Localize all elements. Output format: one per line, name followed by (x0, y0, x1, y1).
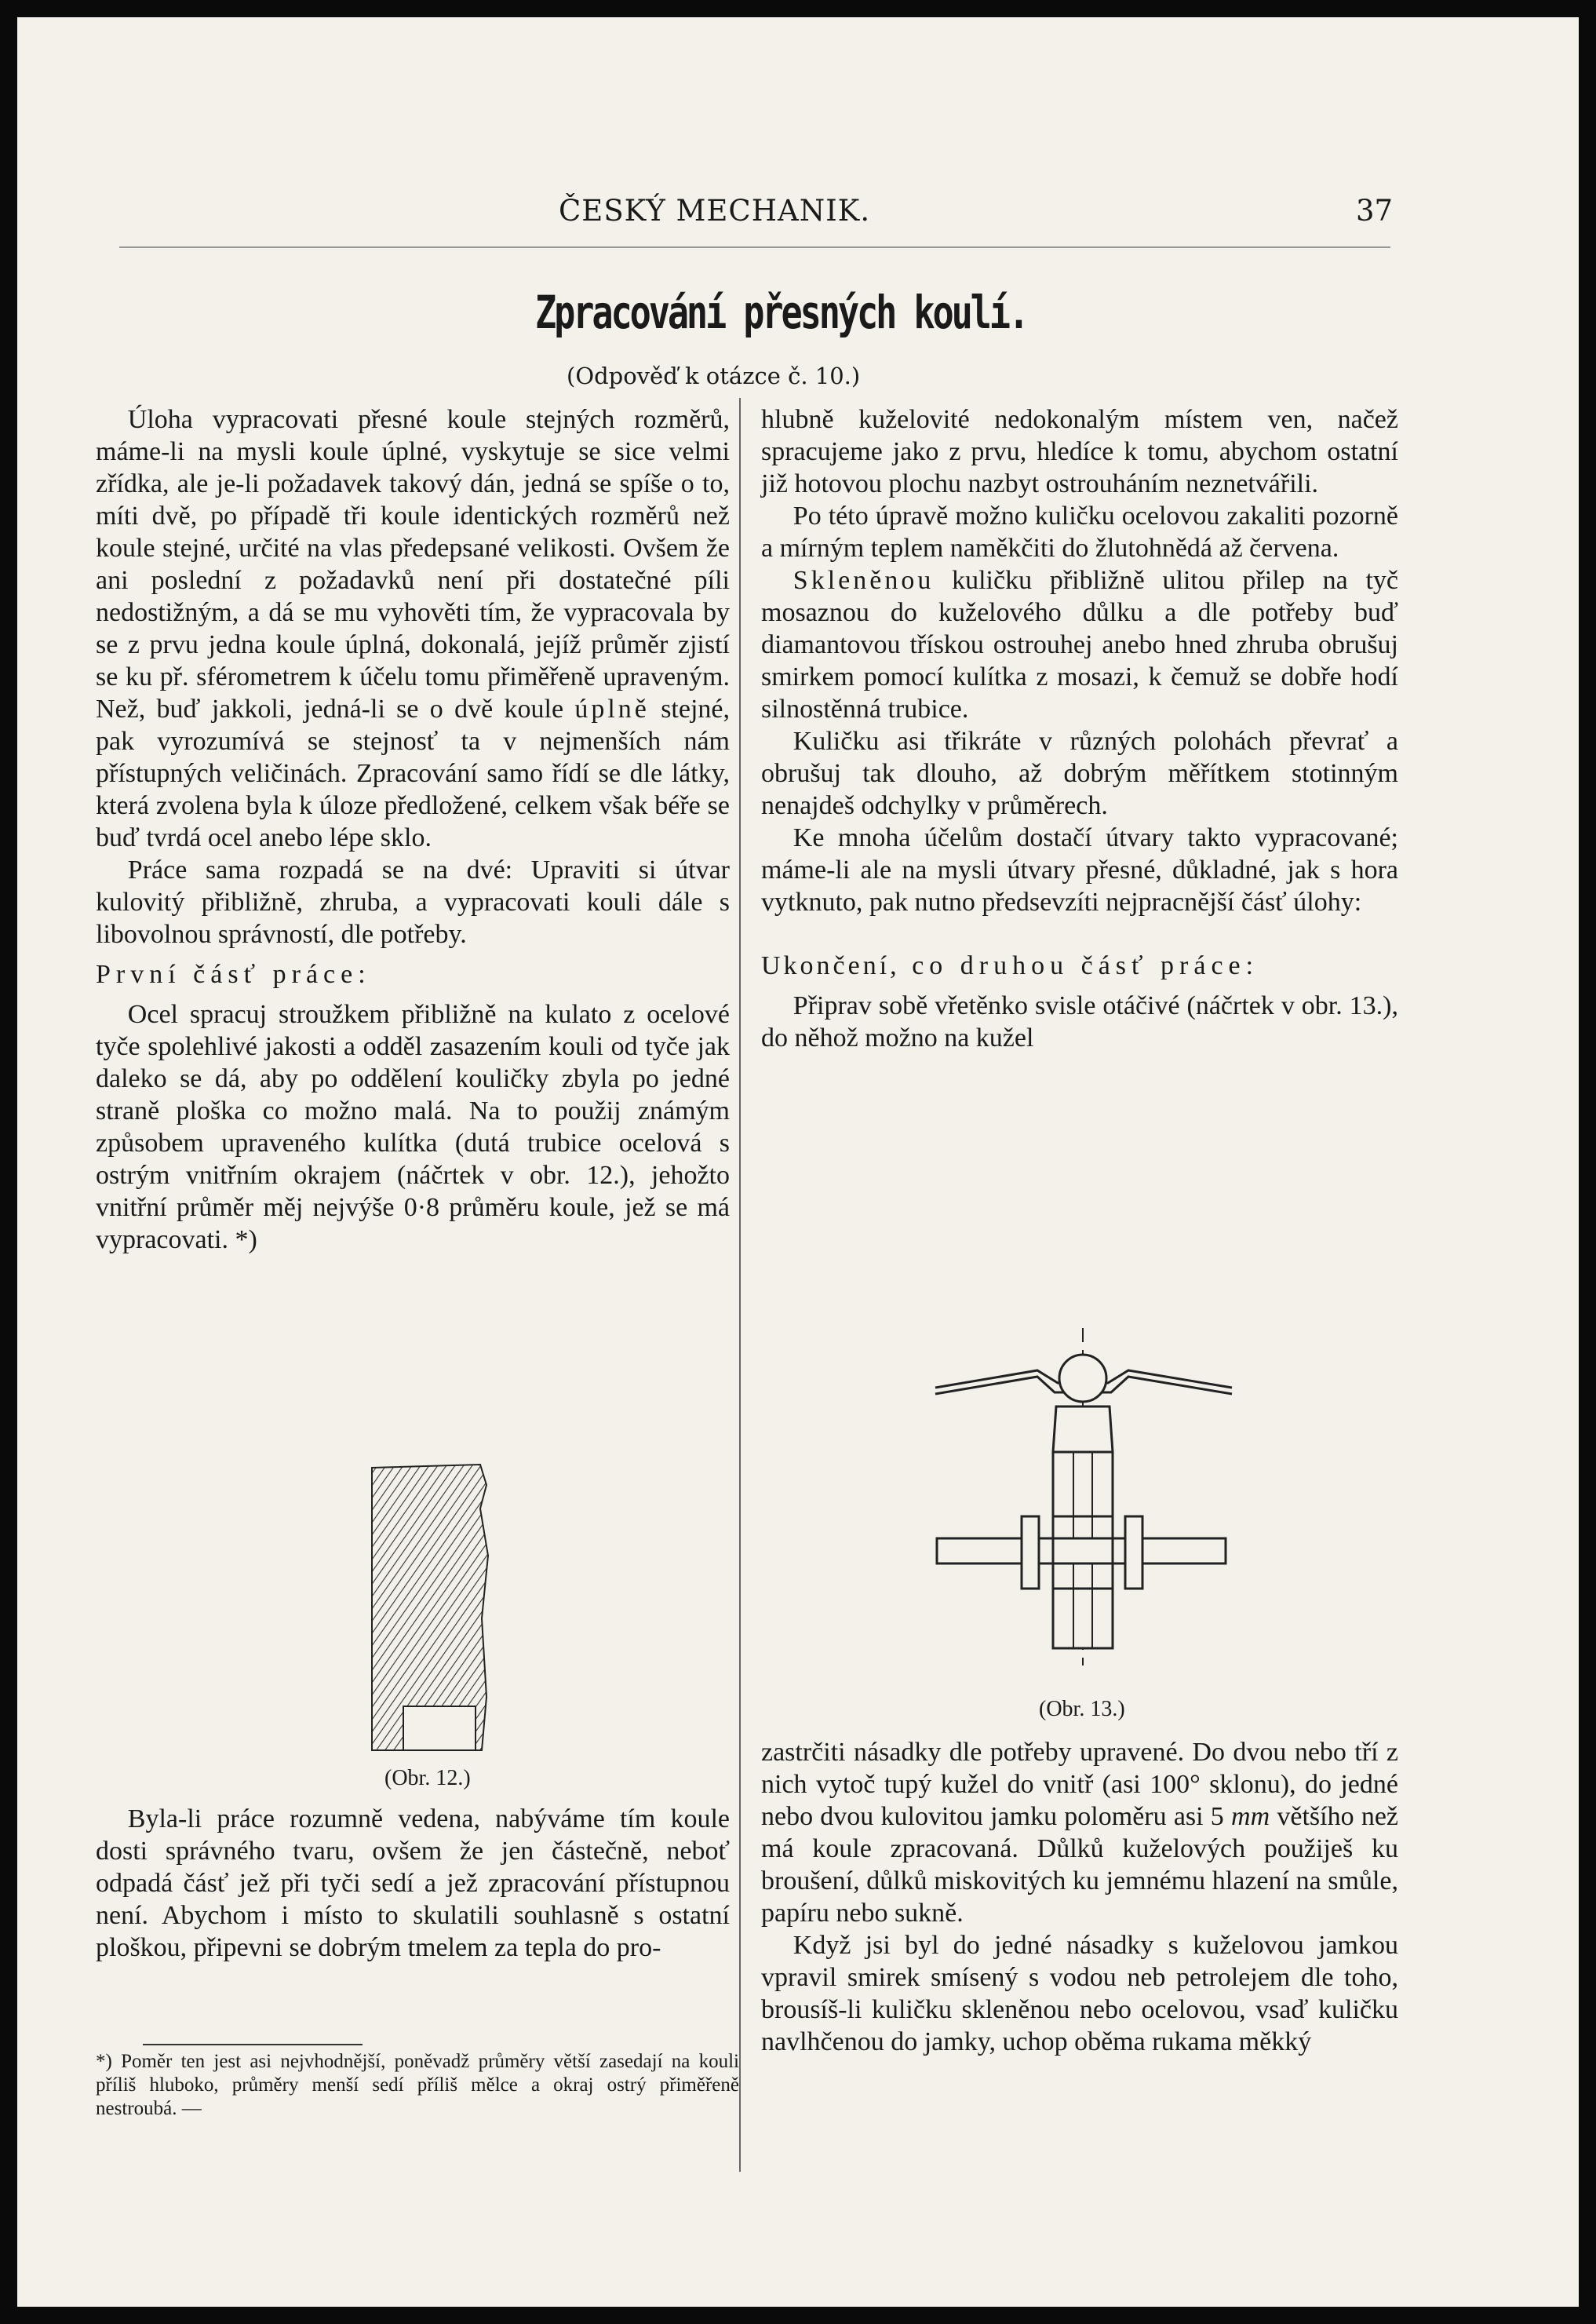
header-rule (119, 246, 1390, 248)
left-paragraph-1: Úloha vypracovati přesné koule stejných rozměrů, máme-li na mysli koule úplné, vyskytuje se sice velmi zřídka, ale je-li požadavek takový dán, jedná se spíše o to, míti dvě, po případě tři koule identických rozměrů než koule stejné, určité na vlas předepsané velikosti. Ovšem že ani poslední z požadavků není při dostatečné píli nedostižným, a dá se mu vyhověti tím, že vypracovala by se z prvu jedna koule úplná, dokonalá, jejíž průměr zjistí se ku př. sférometrem k účelu tomu přiměřeně upraveným. Než, buď jakkoli, jedná-li se o dvě koule úplně stejné, pak vyrozumívá se stejnosť ta v nejmenších nám přístupných veličinách. Zpracování samo řídí se dle látky, která zvolena byla k úloze předložené, celkem však béře se buď tvrdá ocel anebo lépe sklo. (96, 405, 731, 852)
section-heading-1: První čásť práce: (96, 960, 371, 989)
right-paragraph-2: Po této úpravě možno kuličku ocelovou zakaliti pozorně a mírným teplem naměkčiti do žlutohnědá až červena. (761, 502, 1398, 563)
page-number: 37 (1356, 194, 1394, 228)
right-paragraph-6: Připrav sobě vřetěnko svisle otáčivé (náčrtek v obr. 13.), do něhož možno na kužel (761, 991, 1398, 1053)
right-paragraph-1: hlubně kuželovité nedokonalým místem ven, načež spracujeme jako z prvu, hledíce k tomu, abychom ostatní již hotovou plochu nazbyt ostrouháním neznetvářili. (761, 405, 1398, 498)
left-column-top (96, 403, 730, 1256)
section-heading-2: Ukončení, co druhou čásť práce: (761, 951, 1259, 980)
right-paragraph-7: zastrčiti násadky dle potřeby upravené. Do dvou nebo tří z nich vytoč tupý kužel do vnitř (asi 100° sklonu), do jedné nebo dvou kulovitou jamku poloměru asi 5 mm většího než má koule zpracovaná. Důlků kuželových použiješ ku broušení, důlků miskovitých ku jemnému hlazení na smůle, papíru nebo sukně. (761, 1738, 1399, 1928)
figure-13-spindle-sketch (920, 1320, 1359, 1673)
footnote (96, 2050, 739, 2121)
left-column-bottom (96, 1803, 730, 1964)
right-column-bottom (761, 1736, 1398, 2058)
right-paragraph-4: Kuličku asi třikráte v různých polohách převrať a obrušuj tak dlouho, až dobrým měřítkem stotinným nenajdeš odchylky v průměrech. (761, 727, 1398, 820)
right-paragraph-5: Ke mnoha účelům dostačí útvary takto vypracované; máme-li ale na mysli útvary přesné, důkladné, jak s hora vytknuto, pak nutno předsevzíti nejpracnější čásť úlohy: (761, 823, 1398, 917)
figure-13-caption: (Obr. 13.) (1039, 1697, 1125, 1721)
running-header: ČESKÝ MECHANIK. (559, 194, 871, 228)
left-paragraph-2: Práce sama rozpadá se na dvé: Upraviti si útvar kulovitý přibližně, zhruba, a vypracovati kouli dále s libovolnou správností, dle potřeby. (96, 856, 730, 949)
article-title: Zpracování přesných koulí. (535, 286, 1028, 339)
left-paragraph-3: Ocel spracuj stroužkem přibližně na kulato z ocelové tyče spolehlivé jakosti a odděl zasazením kouli od tyče jak daleko se dá, aby po oddělení kouličky zbyla po jedné straně ploška co možno malá. Na to použij známým způsobem upraveného kulítka (dutá trubice ocelová s ostrým vnitřním okrajem (náčrtek v obr. 12.), jehožto vnitřní průměr měj nejvýše 0·8 průměru koule, jež se má vypracovati. *) (96, 1000, 730, 1254)
figure-12-caption: (Obr. 12.) (384, 1766, 471, 1790)
article-subtitle: (Odpověď k otázce č. 10.) (567, 363, 861, 389)
footnote-text: *) Poměr ten jest asi nejvhodnější, poněvadž průměry větší zasedají na kouli příliš hluboko, průměry menší sedí příliš mělce a okraj ostrý přiměřeně nestroubá. — (96, 2051, 739, 2119)
right-paragraph-3: Skleněnou kuličku přibližně ulitou přilep na tyč mosaznou do kuželového důlku a dle potřeby buď diamantovou třískou ostrouhej anebo hned zhruba obrušuj smirkem pomocí kulítka z mosazi, k čemuž se dobře hodí silnostěnná trubice. (761, 566, 1398, 724)
right-column-top (761, 403, 1398, 1054)
figure-12-tube-sketch (363, 1461, 512, 1760)
right-paragraph-8: Když jsi byl do jedné násadky s kuželovou jamkou vpravil smirek smísený s vodou neb petrolejem dle toho, brousíš-li kuličku skleněnou nebo ocelovou, vsaď kuličku navlhčenou do jamky, uchop oběma rukama měkký (761, 1931, 1398, 2056)
left-paragraph-4: Byla-li práce rozumně vedena, nabýváme tím koule dosti správného tvaru, ovšem že jen částečně, neboť odpadá čásť jež při tyči sedí a jež zpracování přístupnou není. Abychom i místo to skulatili souhlasně s ostatní ploškou, připevni se dobrým tmelem za tepla do pro- (96, 1804, 730, 1962)
page (17, 17, 1579, 2307)
footnote-rule (143, 2044, 363, 2045)
column-divider (739, 398, 741, 2172)
